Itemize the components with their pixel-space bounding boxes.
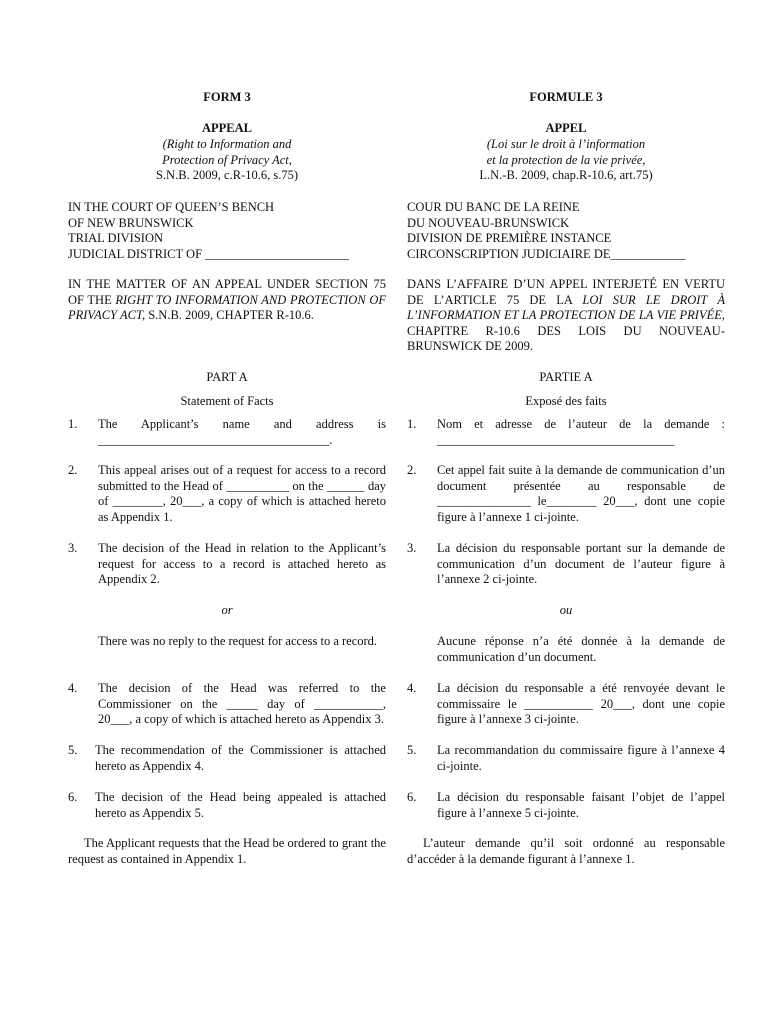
item-text: Nom et adresse de l’auteur de la demande : ______________________________________: [437, 417, 725, 447]
court-line: TRIAL DIVISION: [68, 231, 164, 246]
act-citation: S.N.B. 2009, c.R-10.6, s.75): [155, 168, 299, 182]
closing-paragraph: The Applicant requests that the Head be ordered to grant the request as contained in Appendix 1.: [68, 836, 386, 866]
matter-text-end: S.N.B. 2009, CHAPTER R-10.6.: [145, 308, 314, 323]
act-name-line2: Protection of Privacy Act,: [162, 153, 292, 167]
form-heading: APPEAL: [202, 121, 252, 135]
part-heading: PART A: [206, 370, 248, 384]
act-name-line2: et la protection de la vie privée,: [486, 153, 646, 167]
item-number: 6.: [407, 790, 417, 804]
item-number: 4.: [407, 681, 417, 695]
closing-paragraph: L’auteur demande qu’il soit ordonné au responsable d’accéder à la demande figurant à l’annexe 1.: [407, 836, 725, 866]
item-text: The decision of the Head was referred to the Commissioner on the _____ day of ___________, 20___, a copy of which is attached hereto as Appendix 3.: [98, 681, 386, 727]
court-line: OF NEW BRUNSWICK: [68, 215, 194, 230]
matter-paragraph: [407, 277, 725, 355]
court-line: IN THE COURT OF QUEEN’S BENCH: [68, 200, 275, 214]
item-number: 1.: [407, 417, 417, 431]
act-citation: L.N.-B. 2009, chap.R-10.6, art.75): [479, 168, 653, 182]
court-line: JUDICIAL DISTRICT OF _______________________: [68, 246, 349, 261]
form-title: FORMULE 3: [529, 90, 603, 104]
item-number: 2.: [407, 463, 417, 477]
part-heading: PARTIE A: [539, 370, 593, 384]
court-line: CIRCONSCRIPTION JUDICIAIRE DE____________: [407, 246, 686, 261]
statement-heading: Statement of Facts: [180, 394, 274, 408]
item-text: La décision du responsable portant sur la demande de communication d’un document de l’auteur figure à l’annexe 2 ci-jointe.: [437, 541, 725, 587]
item-number: 5.: [407, 743, 417, 757]
item-number: 5.: [68, 743, 78, 757]
item-number: 3.: [407, 541, 417, 555]
act-name-line1: (Right to Information and: [162, 137, 292, 151]
matter-act-title: RIGHT TO INFORMATION AND PROTECTION OF PRIVACY ACT,: [68, 292, 386, 323]
court-line: DIVISION DE PREMIÈRE INSTANCE: [407, 231, 612, 246]
or-separator: ou: [559, 603, 573, 617]
court-block: [407, 200, 725, 262]
no-reply-text: Aucune réponse n’a été donnée à la demande de communication d’un document.: [437, 634, 725, 664]
item-text: La décision du responsable faisant l’objet de l’appel figure à l’annexe 5 ci-jointe.: [437, 790, 725, 820]
item-text: The recommendation of the Commissioner is attached hereto as Appendix 4.: [95, 743, 386, 773]
court-line: DU NOUVEAU-BRUNSWICK: [407, 215, 570, 230]
item-text: The Applicant’s name and address is _____________________________________.: [98, 417, 386, 447]
item-text: The decision of the Head being appealed is attached hereto as Appendix 5.: [95, 790, 386, 820]
court-block: [68, 200, 386, 262]
matter-text: DANS L’AFFAIRE D’UN APPEL INTERJETÉ EN VERTU DE L’ARTICLE 75 DE LA: [407, 277, 725, 307]
matter-paragraph: [68, 277, 386, 324]
form-heading: APPEL: [545, 121, 587, 135]
act-name-line1: (Loi sur le droit à l’information: [486, 137, 646, 151]
or-separator: or: [221, 603, 233, 617]
matter-act-title: LOI SUR LE DROIT À L’INFORMATION ET LA PROTECTION DE LA VIE PRIVÉE,: [407, 292, 725, 323]
matter-text: IN THE MATTER OF AN APPEAL UNDER SECTION 75 OF THE: [68, 277, 386, 307]
no-reply-text: There was no reply to the request for access to a record.: [98, 634, 378, 648]
item-text: This appeal arises out of a request for access to a record submitted to the Head of __________ on the ______ day of ________, 20___, a copy of which is attached hereto as Appendix 1.: [98, 463, 386, 524]
item-number: 2.: [68, 463, 78, 477]
matter-text-end: CHAPITRE R-10.6 DES LOIS DU NOUVEAU-BRUNSWICK DE 2009.: [407, 323, 725, 354]
item-number: 4.: [68, 681, 78, 695]
court-line: COUR DU BANC DE LA REINE: [407, 200, 580, 214]
item-text: Cet appel fait suite à la demande de communication d’un document présentée au responsable de _______________ le________ 20___, dont une copie figure à l’annexe 1 ci-jointe.: [437, 463, 725, 524]
item-text: La recommandation du commissaire figure à l’annexe 4 ci-jointe.: [437, 743, 725, 773]
item-text: La décision du responsable a été renvoyée devant le commissaire le ___________ 20___, dont une copie figure à l’annexe 3 ci-jointe.: [437, 681, 725, 727]
item-number: 1.: [68, 417, 78, 431]
statement-heading: Exposé des faits: [525, 394, 607, 408]
item-number: 6.: [68, 790, 78, 804]
form-title: FORM 3: [203, 90, 251, 104]
item-text: The decision of the Head in relation to the Applicant’s request for access to a record is attached hereto as Appendix 2.: [98, 541, 386, 587]
item-number: 3.: [68, 541, 78, 555]
